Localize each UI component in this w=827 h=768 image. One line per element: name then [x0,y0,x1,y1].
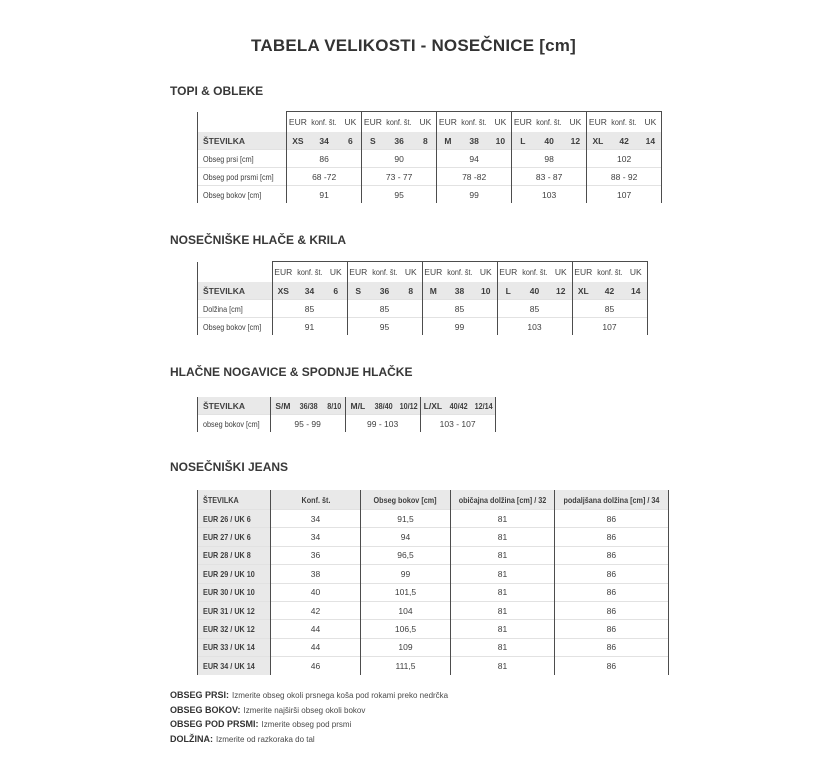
jeans-size-label: EUR 32 / UK 12 [198,620,271,638]
jeans-value: 86 [554,620,668,638]
measure-value: 94 [437,150,512,168]
col-header-eur: EUR [587,112,609,133]
col-header-uk: UK [550,262,572,283]
measure-row [198,168,662,186]
measure-label: Obseg prsi [cm] [198,150,287,168]
measure-value: 103 [497,318,572,336]
measurement-notes [170,687,448,745]
jeans-value: 44 [271,620,361,638]
jeans-value: 42 [271,601,361,619]
jeans-value: 106,5 [361,620,451,638]
jeans-row [198,583,669,601]
col-header-uk: UK [325,262,347,283]
measure-row [198,318,648,336]
footnote-label: DOLŽINA: [170,733,213,744]
size-konf-cell: 38 [444,282,475,300]
tops-table [197,111,662,203]
page-title: TABELA VELIKOSTI - NOSEČNICE [cm] [251,36,576,55]
footnote-text: Izmerite obseg okoli prsnega koša pod rokami preko nedrčka [232,691,449,700]
size-eur-cell: XL [587,132,609,150]
measure-value: 73 - 77 [362,168,437,186]
size-konf-cell: 36 [384,132,415,150]
measure-value: 85 [422,300,497,318]
jeans-table [197,490,669,675]
jeans-row [198,510,669,528]
jeans-value: 36 [271,546,361,564]
measure-value: 95 [347,318,422,336]
jeans-row [198,620,669,638]
measure-value: 99 [437,186,512,204]
size-konf-cell: 42 [609,132,640,150]
col-header-uk: UK [340,112,362,133]
size-konf-cell: 40 [519,282,550,300]
measure-value: 95 - 99 [270,415,345,433]
col-header-uk: UK [640,112,662,133]
measure-value: 85 [572,300,647,318]
col-header-konf: konf. št. [384,112,415,133]
jeans-row [198,657,669,675]
col-header-eur: EUR [287,112,309,133]
jeans-size-label: EUR 31 / UK 12 [198,601,271,619]
corner-cell [198,262,273,283]
pants-table [197,261,648,335]
jeans-value: 86 [554,528,668,546]
size-konf-cell: 38 [459,132,490,150]
section-heading-pants: NOSEČNIŠKE HLAČE & KRILA [170,233,347,247]
size-konf-cell: 40 [534,132,565,150]
unit-header-row [198,112,662,133]
size-row [198,397,496,415]
tights-table [197,397,496,432]
size-uk-cell: 14 [640,132,662,150]
size-uk-cell: 12 [550,282,572,300]
jeans-col-header: običajna dolžina [cm] / 32 [451,490,555,510]
jeans-size-label: EUR 30 / UK 10 [198,583,271,601]
jeans-value: 38 [271,565,361,583]
jeans-value: 81 [451,546,555,564]
col-header-eur: EUR [512,112,534,133]
size-konf-cell: 34 [294,282,325,300]
jeans-value: 96,5 [361,546,451,564]
measure-value: 103 [512,186,587,204]
size-uk-cell: 12 [565,132,587,150]
footnote-text: Izmerite od razkoraka do tal [216,734,315,744]
measure-value: 85 [272,300,347,318]
footnote [170,702,448,717]
jeans-col-header: ŠTEVILKA [198,490,271,510]
section-heading-jeans: NOSEČNIŠKI JEANS [170,460,289,474]
col-header-konf: konf. št. [609,112,640,133]
measure-row [198,415,496,433]
jeans-value: 86 [554,510,668,528]
col-header-eur: EUR [362,112,384,133]
jeans-value: 81 [451,528,555,546]
measure-value: 68 -72 [287,168,362,186]
size-row-label: ŠTEVILKA [198,282,273,300]
size-eur-cell: M [422,282,444,300]
size-uk-cell: 10/12 [398,397,420,415]
jeans-value: 40 [271,583,361,601]
measure-label: Obseg pod prsmi [cm] [198,168,287,186]
jeans-value: 86 [554,601,668,619]
measure-value: 99 [422,318,497,336]
col-header-konf: konf. št. [444,262,475,283]
measure-row [198,300,648,318]
col-header-uk: UK [565,112,587,133]
size-uk-cell: 8 [415,132,437,150]
footnote-label: OBSEG PRSI: [170,690,230,700]
size-eur-cell: XL [572,282,594,300]
measure-value: 78 -82 [437,168,512,186]
measure-row [198,186,662,204]
measure-label: obseg bokov [cm] [198,415,271,433]
size-eur-cell: XS [272,282,294,300]
size-konf-cell: 36/38 [295,397,323,415]
jeans-value: 104 [361,601,451,619]
jeans-row [198,546,669,564]
measure-value: 88 - 92 [587,168,662,186]
size-eur-cell: L/XL [420,397,445,415]
jeans-col-header: podaljšana dolžina [cm] / 34 [554,490,668,510]
size-row [198,282,648,300]
jeans-col-header: Konf. št. [271,490,361,510]
col-header-uk: UK [625,262,647,283]
measure-value: 98 [512,150,587,168]
jeans-value: 81 [451,601,555,619]
jeans-value: 44 [271,638,361,656]
size-row-label: ŠTEVILKA [198,132,287,150]
measure-value: 91 [272,318,347,336]
jeans-row [198,638,669,656]
size-eur-cell: L [497,282,519,300]
jeans-value: 81 [451,638,555,656]
col-header-eur: EUR [347,262,369,283]
jeans-size-label: EUR 34 / UK 14 [198,657,271,675]
col-header-eur: EUR [572,262,594,283]
jeans-row [198,528,669,546]
jeans-value: 86 [554,565,668,583]
jeans-size-label: EUR 26 / UK 6 [198,510,271,528]
measure-label: Obseg bokov [cm] [198,186,287,204]
col-header-uk: UK [490,112,512,133]
section-heading-tops: TOPI & OBLEKE [170,84,264,98]
jeans-value: 91,5 [361,510,451,528]
measure-value: 99 - 103 [345,415,420,433]
measure-value: 85 [347,300,422,318]
jeans-value: 34 [271,528,361,546]
measure-value: 86 [287,150,362,168]
measure-value: 85 [497,300,572,318]
size-eur-cell: S [347,282,369,300]
measure-label: Dolžina [cm] [198,300,273,318]
col-header-eur: EUR [497,262,519,283]
size-konf-cell: 34 [309,132,340,150]
col-header-konf: konf. št. [369,262,400,283]
jeans-value: 99 [361,565,451,583]
jeans-value: 81 [451,510,555,528]
corner-cell [198,112,287,133]
measure-value: 95 [362,186,437,204]
measure-value: 91 [287,186,362,204]
jeans-size-label: EUR 28 / UK 8 [198,546,271,564]
size-eur-cell: S/M [270,397,295,415]
size-uk-cell: 6 [340,132,362,150]
jeans-value: 81 [451,657,555,675]
size-eur-cell: S [362,132,384,150]
section-heading-tights: HLAČNE NOGAVICE & SPODNJE HLAČKE [170,365,413,379]
jeans-header-row [198,490,669,510]
footnote [170,716,448,731]
col-header-konf: konf. št. [294,262,325,283]
size-uk-cell: 8/10 [323,397,345,415]
jeans-value: 81 [451,565,555,583]
jeans-value: 81 [451,583,555,601]
jeans-value: 86 [554,657,668,675]
col-header-konf: konf. št. [309,112,340,133]
footnote-label: OBSEG POD PRSMI: [170,719,259,730]
jeans-value: 86 [554,583,668,601]
jeans-value: 111,5 [361,657,451,675]
size-uk-cell: 6 [325,282,347,300]
measure-value: 103 - 107 [420,415,495,433]
footnote-text: Izmerite obseg pod prsmi [261,720,352,730]
measure-value: 107 [572,318,647,336]
col-header-uk: UK [475,262,497,283]
col-header-eur: EUR [437,112,459,133]
jeans-row [198,601,669,619]
footnote-label: OBSEG BOKOV: [170,704,241,715]
measure-value: 83 - 87 [512,168,587,186]
size-konf-cell: 36 [369,282,400,300]
measure-label: Obseg bokov [cm] [198,318,273,336]
col-header-konf: konf. št. [519,262,550,283]
measure-value: 102 [587,150,662,168]
jeans-value: 109 [361,638,451,656]
jeans-value: 101,5 [361,583,451,601]
jeans-size-label: EUR 29 / UK 10 [198,565,271,583]
measure-value: 107 [587,186,662,204]
size-eur-cell: M [437,132,459,150]
jeans-size-label: EUR 33 / UK 14 [198,638,271,656]
jeans-value: 86 [554,638,668,656]
footnote-text: Izmerite najširši obseg okoli bokov [243,705,366,715]
size-row-label: ŠTEVILKA [198,397,271,415]
col-header-eur: EUR [272,262,294,283]
col-header-eur: EUR [422,262,444,283]
jeans-value: 34 [271,510,361,528]
size-eur-cell: XS [287,132,309,150]
jeans-size-label: EUR 27 / UK 6 [198,528,271,546]
size-konf-cell: 42 [594,282,625,300]
size-uk-cell: 8 [400,282,422,300]
jeans-value: 86 [554,546,668,564]
footnote [170,687,448,702]
size-uk-cell: 10 [475,282,497,300]
jeans-value: 94 [361,528,451,546]
jeans-col-header: Obseg bokov [cm] [361,490,451,510]
size-uk-cell: 10 [490,132,512,150]
col-header-konf: konf. št. [534,112,565,133]
footnote [170,731,448,746]
col-header-konf: konf. št. [594,262,625,283]
col-header-konf: konf. št. [459,112,490,133]
size-eur-cell: L [512,132,534,150]
measure-row [198,150,662,168]
measure-value: 90 [362,150,437,168]
size-row [198,132,662,150]
jeans-value: 81 [451,620,555,638]
size-eur-cell: M/L [345,397,370,415]
size-konf-cell: 40/42 [445,397,473,415]
size-uk-cell: 12/14 [473,397,495,415]
col-header-uk: UK [400,262,422,283]
jeans-value: 46 [271,657,361,675]
jeans-row [198,565,669,583]
unit-header-row [198,262,648,283]
size-konf-cell: 38/40 [370,397,398,415]
size-uk-cell: 14 [625,282,647,300]
col-header-uk: UK [415,112,437,133]
